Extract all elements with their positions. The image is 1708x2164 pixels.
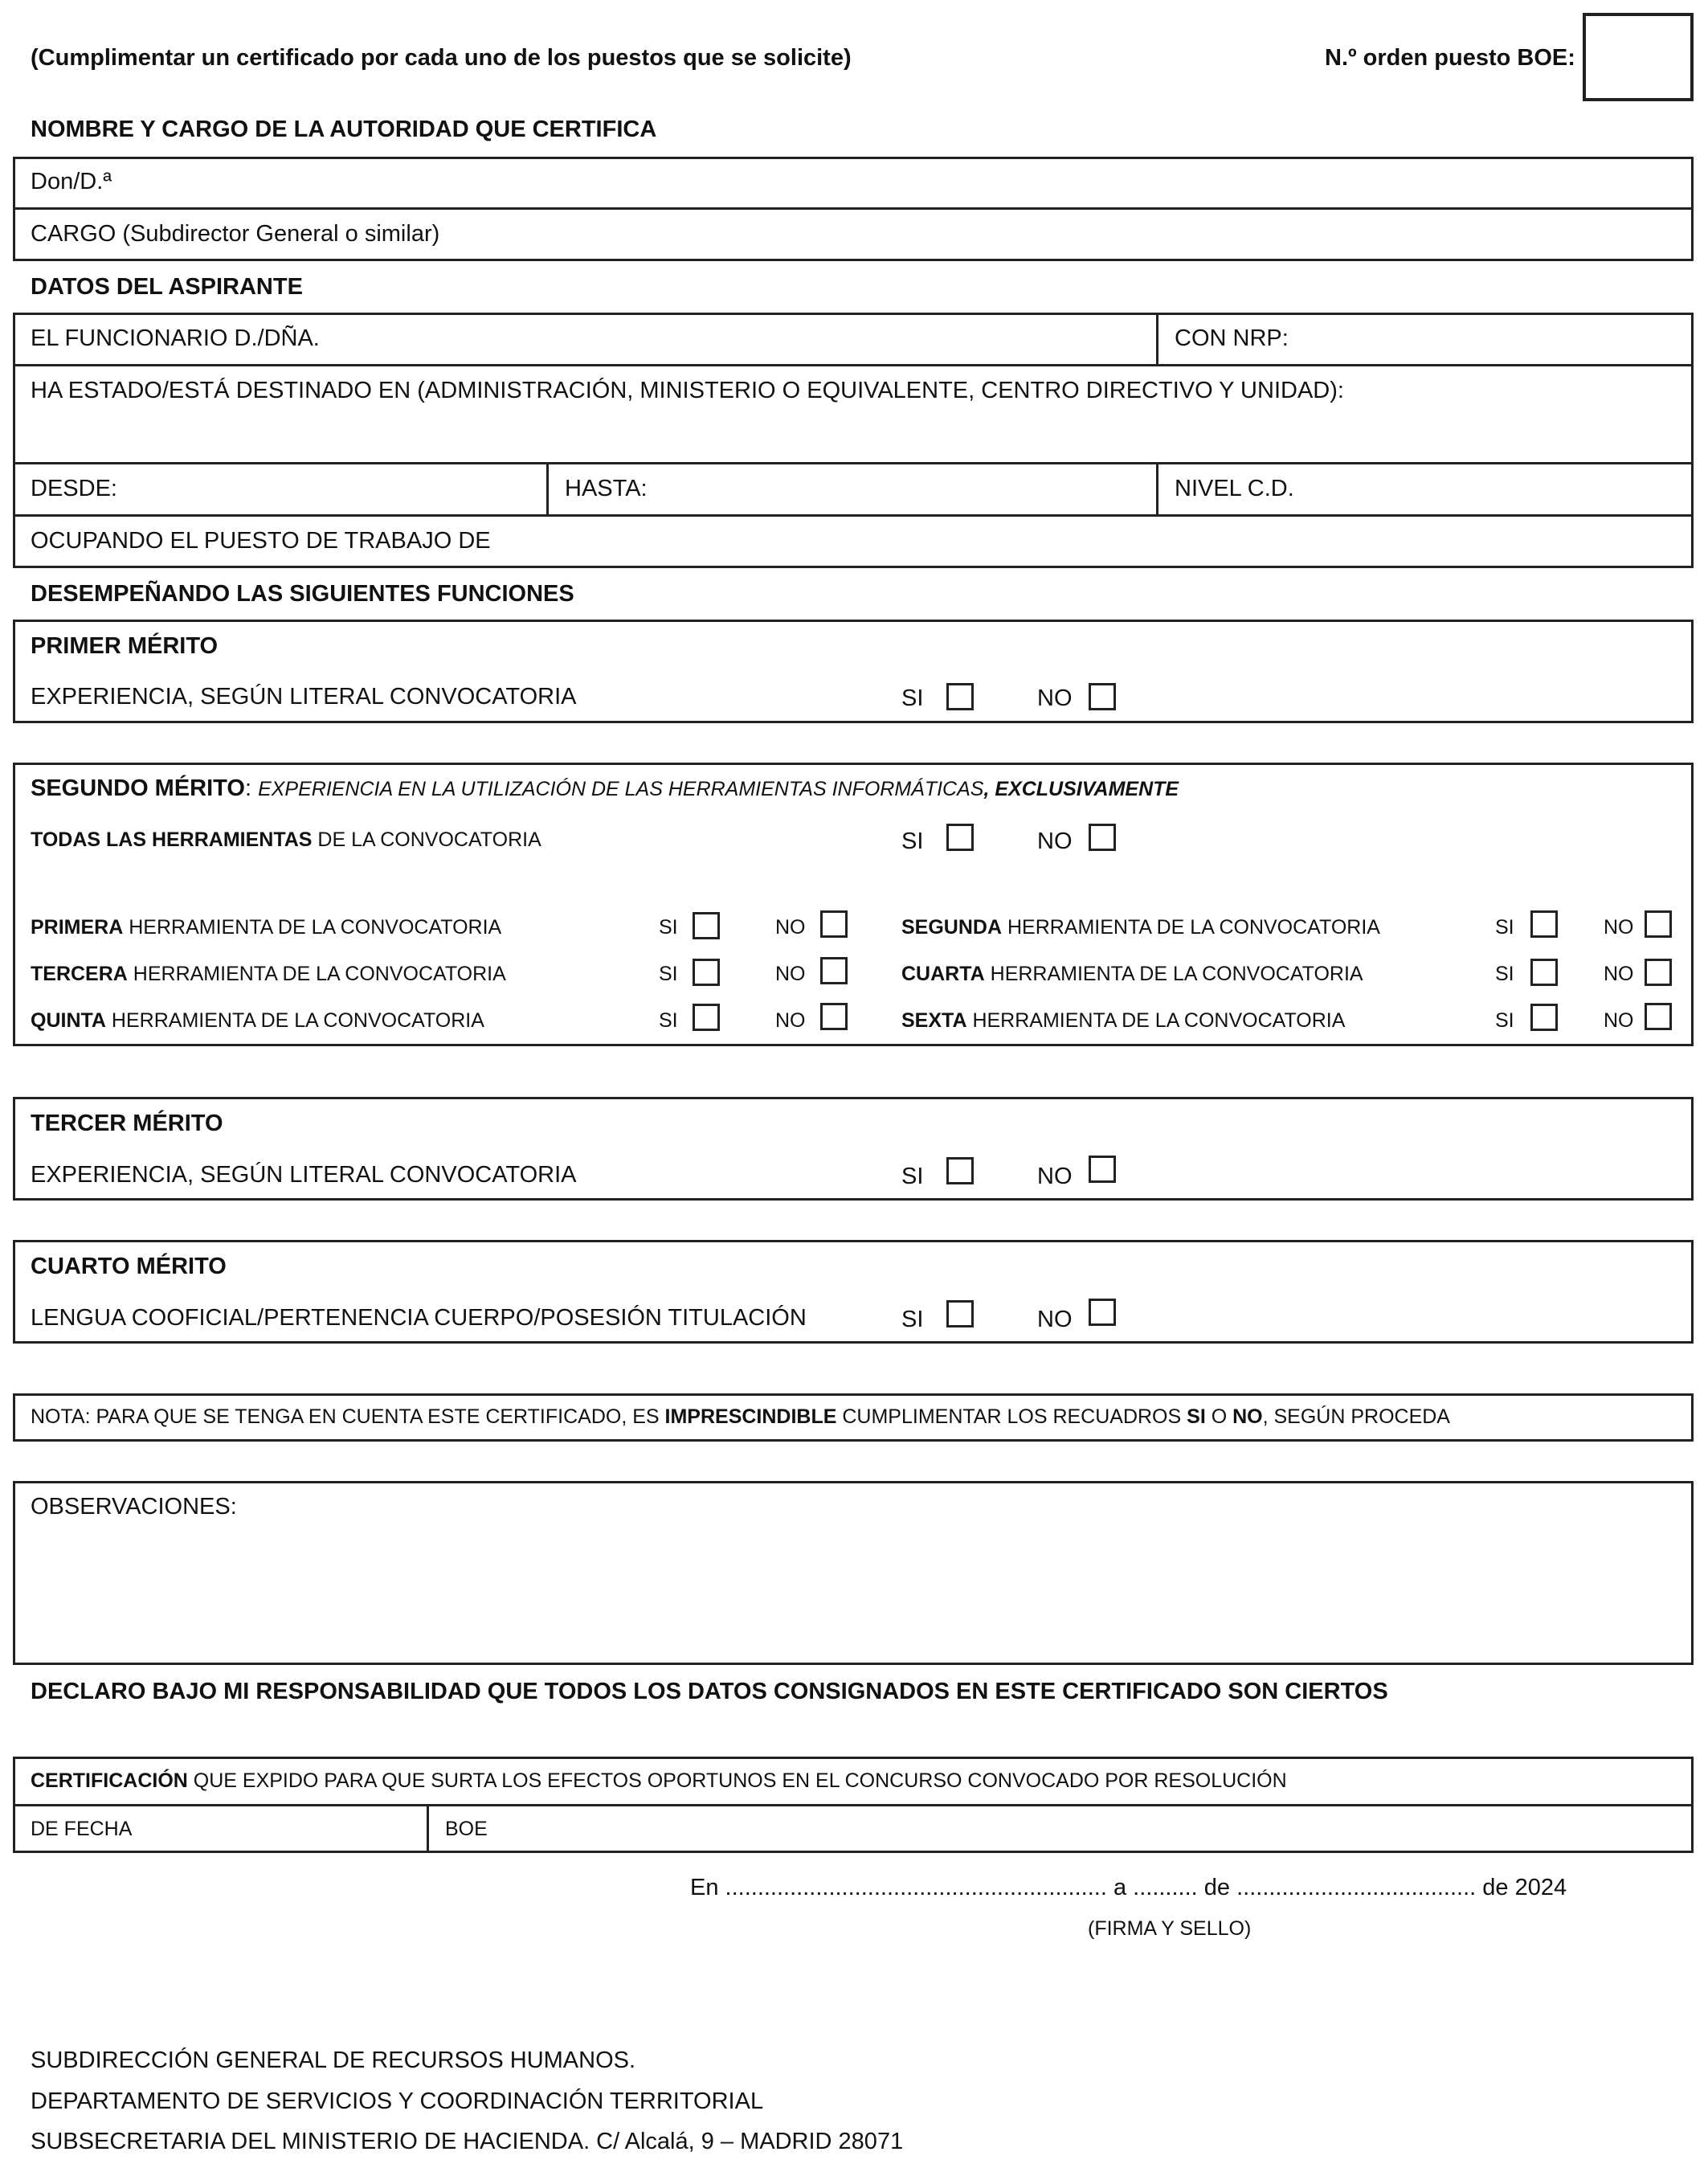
tool-1-yes-checkbox[interactable] xyxy=(693,912,720,939)
footer-line-3: SUBSECRETARIA DEL MINISTERIO DE HACIENDA. C/ Alcalá, 9 – MADRID 28071 xyxy=(31,2129,904,2154)
merit1-yes-checkbox[interactable] xyxy=(946,683,974,710)
merit2-all-tools-text xyxy=(31,830,541,850)
tool-2-no-label: NO xyxy=(1604,916,1634,939)
tool-4-yes-checkbox[interactable] xyxy=(1530,959,1558,986)
divider xyxy=(13,1804,1694,1806)
tool-1-no-checkbox[interactable] xyxy=(820,910,848,938)
tool-1-no-label: NO xyxy=(775,916,806,939)
tool-3-label xyxy=(31,964,506,984)
merit1-title: PRIMER MÉRITO xyxy=(31,633,219,659)
tool-6-yes-label: SI xyxy=(1495,1009,1514,1032)
merit3-title: TERCER MÉRITO xyxy=(31,1111,223,1136)
tool-5-rest: HERRAMIENTA DE LA CONVOCATORIA xyxy=(105,1009,484,1032)
merit4-yes-checkbox[interactable] xyxy=(946,1300,974,1327)
tool-6-rest: HERRAMIENTA DE LA CONVOCATORIA xyxy=(966,1009,1346,1032)
divider xyxy=(546,462,549,516)
merit1-no-label: NO xyxy=(1037,685,1073,711)
note-emphasis: IMPRESCINDIBLE xyxy=(664,1405,837,1428)
observations-box[interactable] xyxy=(13,1481,1694,1665)
tool-2-yes-label: SI xyxy=(1495,916,1514,939)
note-part: O xyxy=(1205,1405,1233,1428)
merit2-description: EXPERIENCIA EN LA UTILIZACIÓN DE LAS HERRAMIENTAS INFORMÁTICAS xyxy=(258,778,984,800)
note-part: , SEGÚN PROCEDA xyxy=(1262,1405,1450,1428)
merit3-text: EXPERIENCIA, SEGÚN LITERAL CONVOCATORIA xyxy=(31,1162,577,1188)
tool-5-ordinal: QUINTA xyxy=(31,1009,106,1032)
tool-5-yes-label: SI xyxy=(659,1009,678,1032)
tool-3-no-label: NO xyxy=(775,963,806,985)
tool-2-no-checkbox[interactable] xyxy=(1645,910,1672,938)
level-label: NIVEL C.D. xyxy=(1175,476,1294,501)
merit2-all-no-label: NO xyxy=(1037,828,1073,854)
tool-1-ordinal: PRIMERA xyxy=(31,916,124,939)
place-date-line: En ........................................................... a .......... de ..................................... de 2024 xyxy=(690,1875,1567,1900)
merit4-title: CUARTO MÉRITO xyxy=(31,1254,227,1279)
tool-2-yes-checkbox[interactable] xyxy=(1530,910,1558,938)
merit1-yes-label: SI xyxy=(901,685,924,711)
order-number-label: N.º orden puesto BOE: xyxy=(1325,45,1575,71)
merit4-no-label: NO xyxy=(1037,1307,1073,1332)
post-label: OCUPANDO EL PUESTO DE TRABAJO DE xyxy=(31,528,491,554)
divider xyxy=(427,1804,429,1853)
tool-5-no-label: NO xyxy=(775,1009,806,1032)
tool-3-no-checkbox[interactable] xyxy=(820,957,848,984)
divider xyxy=(13,462,1694,464)
merit3-yes-label: SI xyxy=(901,1164,924,1189)
tool-6-no-label: NO xyxy=(1604,1009,1634,1032)
note-part: CUMPLIMENTAR LOS RECUADROS xyxy=(836,1405,1187,1428)
divider xyxy=(1156,462,1158,516)
order-number-box[interactable] xyxy=(1583,13,1694,101)
note-part: NOTA: PARA QUE SE TENGA EN CUENTA ESTE CERTIFICADO, ES xyxy=(31,1405,665,1428)
divider xyxy=(13,364,1694,366)
certification-bold: CERTIFICACIÓN xyxy=(31,1769,188,1792)
note-emphasis: NO xyxy=(1232,1405,1263,1428)
tool-1-label xyxy=(31,918,501,938)
tool-5-label xyxy=(31,1011,484,1031)
instruction-text: (Cumplimentar un certificado por cada uno de los puestos que se solicite) xyxy=(31,45,852,71)
official-name-label: EL FUNCIONARIO D./DÑA. xyxy=(31,325,320,351)
note-emphasis: SI xyxy=(1187,1405,1206,1428)
tool-4-label xyxy=(901,964,1363,984)
divider xyxy=(13,207,1694,210)
merit2-exclusively: , EXCLUSIVAMENTE xyxy=(983,778,1179,800)
certification-text xyxy=(31,1771,1287,1791)
merit2-all-tools-bold: TODAS LAS HERRAMIENTAS xyxy=(31,828,313,851)
footer-line-2: DEPARTAMENTO DE SERVICIOS Y COORDINACIÓN TERRITORIAL xyxy=(31,2088,764,2114)
declaration-text: DECLARO BAJO MI RESPONSABILIDAD QUE TODOS LOS DATOS CONSIGNADOS EN ESTE CERTIFICADO SON CIERTOS xyxy=(31,1679,1388,1704)
merit3-no-label: NO xyxy=(1037,1164,1073,1189)
tool-2-rest: HERRAMIENTA DE LA CONVOCATORIA xyxy=(1002,916,1380,939)
tool-4-rest: HERRAMIENTA DE LA CONVOCATORIA xyxy=(984,963,1363,985)
tool-2-ordinal: SEGUNDA xyxy=(901,916,1003,939)
tool-6-yes-checkbox[interactable] xyxy=(1530,1004,1558,1031)
tool-6-label xyxy=(901,1011,1345,1031)
date-label: DE FECHA xyxy=(31,1818,133,1840)
merit3-no-checkbox[interactable] xyxy=(1089,1156,1116,1183)
tool-1-rest: HERRAMIENTA DE LA CONVOCATORIA xyxy=(123,916,502,939)
authority-section-title: NOMBRE Y CARGO DE LA AUTORIDAD QUE CERTIFICA xyxy=(31,117,657,142)
merit2-all-no-checkbox[interactable] xyxy=(1089,824,1116,851)
divider xyxy=(1156,313,1158,366)
footer-line-1: SUBDIRECCIÓN GENERAL DE RECURSOS HUMANOS. xyxy=(31,2047,636,2073)
functions-title: DESEMPEÑANDO LAS SIGUIENTES FUNCIONES xyxy=(31,581,574,607)
divider xyxy=(13,514,1694,517)
authority-name-label: Don/D.ª xyxy=(31,169,112,194)
to-date-label: HASTA: xyxy=(565,476,648,501)
tool-4-ordinal: CUARTA xyxy=(901,963,985,985)
tool-3-yes-checkbox[interactable] xyxy=(693,959,720,986)
merit4-no-checkbox[interactable] xyxy=(1089,1299,1116,1326)
destination-label: HA ESTADO/ESTÁ DESTINADO EN (ADMINISTRACIÓN, MINISTERIO O EQUIVALENTE, CENTRO DIRECTIVO Y UNIDAD): xyxy=(31,378,1344,403)
merit2-title: SEGUNDO MÉRITO xyxy=(31,775,245,801)
certification-rest: QUE EXPIDO PARA QUE SURTA LOS EFECTOS OPORTUNOS EN EL CONCURSO CONVOCADO POR RESOLUCIÓN xyxy=(187,1769,1287,1792)
tool-3-yes-label: SI xyxy=(659,963,678,985)
merit3-yes-checkbox[interactable] xyxy=(946,1157,974,1184)
from-date-label: DESDE: xyxy=(31,476,117,501)
nrp-label: CON NRP: xyxy=(1175,325,1289,351)
merit2-colon: : xyxy=(244,775,251,801)
tool-5-no-checkbox[interactable] xyxy=(820,1003,848,1030)
merit2-box xyxy=(13,763,1694,1046)
tool-4-yes-label: SI xyxy=(1495,963,1514,985)
note-text xyxy=(31,1407,1450,1427)
tool-1-yes-label: SI xyxy=(659,916,678,939)
merit1-no-checkbox[interactable] xyxy=(1089,683,1116,710)
boe-label: BOE xyxy=(445,1818,488,1840)
observations-label: OBSERVACIONES: xyxy=(31,1494,237,1520)
authority-position-label: CARGO (Subdirector General o similar) xyxy=(31,221,440,247)
tool-3-ordinal: TERCERA xyxy=(31,963,128,985)
applicant-section-title: DATOS DEL ASPIRANTE xyxy=(31,274,303,300)
tool-6-no-checkbox[interactable] xyxy=(1645,1003,1672,1030)
tool-4-no-checkbox[interactable] xyxy=(1645,959,1672,986)
signature-stamp-label: (FIRMA Y SELLO) xyxy=(1088,1917,1252,1940)
merit4-text: LENGUA COOFICIAL/PERTENENCIA CUERPO/POSESIÓN TITULACIÓN xyxy=(31,1305,807,1331)
merit2-all-yes-checkbox[interactable] xyxy=(946,824,974,851)
merit2-all-yes-label: SI xyxy=(901,828,924,854)
merit1-text: EXPERIENCIA, SEGÚN LITERAL CONVOCATORIA xyxy=(31,684,577,710)
tool-4-no-label: NO xyxy=(1604,963,1634,985)
merit2-heading xyxy=(31,777,1179,800)
merit2-all-tools-rest: DE LA CONVOCATORIA xyxy=(312,828,541,851)
merit4-yes-label: SI xyxy=(901,1307,924,1332)
tool-5-yes-checkbox[interactable] xyxy=(693,1004,720,1031)
tool-2-label xyxy=(901,918,1380,938)
tool-6-ordinal: SEXTA xyxy=(901,1009,967,1032)
tool-3-rest: HERRAMIENTA DE LA CONVOCATORIA xyxy=(127,963,506,985)
